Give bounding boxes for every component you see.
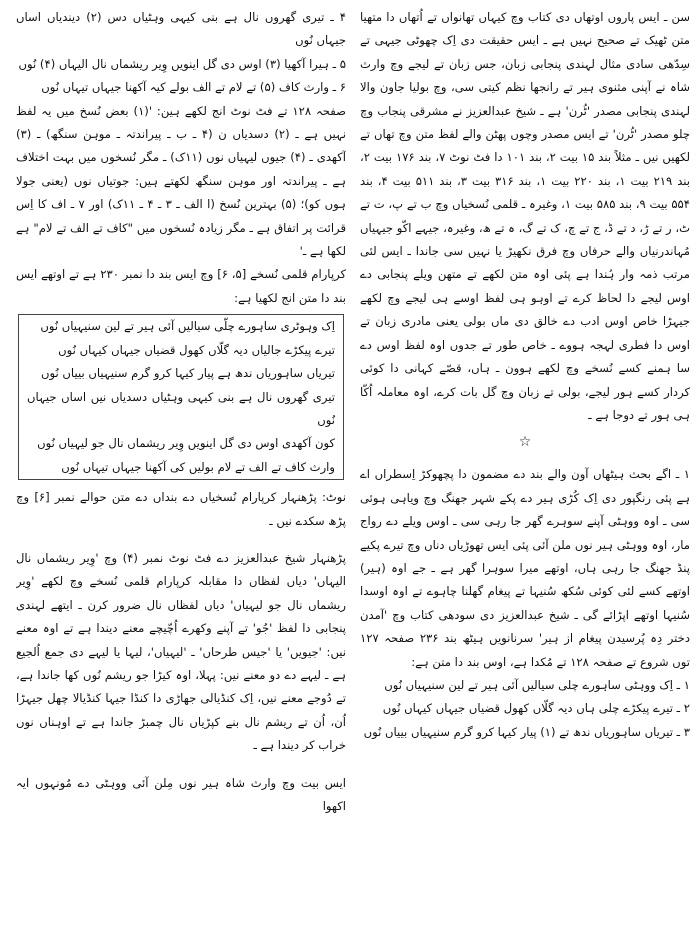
section-divider-star: ☆	[518, 434, 532, 451]
paragraph: پڑھنہار شیخ عبدالعزیز دے فٹ نوٹ نمبر (۴) وچ 'وِیر ریشماں نال الیہاں' دیاں لفظاں دا مقابلہ کرپارام قلمی نُسخے وچ لکھے 'وِیر ریشماں نال جو لیہیاں' دیاں لفظاں نال ضرور کرن ـ ایتھے لہندی پنجابی دا لفظ 'جُو' تے آپنے وکھرے اُچّیچے معنے دیندا ہے تے اوہ معنے نیں: 'جیویں' یا 'جیس طرحاں' ـ 'لیہیاں'، لیہا یا لیہے دی جمع اُلجیع ہے ـ لیہے دے دو معنے نیں: پہلا، اوہ کیڑا جو ریشم نُوں کھا جاندا ہے، تے دُوجے معنے نیں، اِک کنڈیالی جھاڑی دا کنڈا جیہا کنڈیالا چھل جیہڑا اُن، اُن تے ریشم نال بنے کپڑیاں نال چمبڑ جاندا ہے تے اوہناں نوں خراب کر دیندا ہے ـ	[16, 550, 346, 753]
poem-verse: وارث کاف تے الف تے لام بولیں کی آکھنا جیہاں تیہاں نُوں	[61, 459, 335, 474]
paragraph: ایس بیت وچ وارث شاہ ہیر نوں مِلن آئی ووہٹی دے مُونہوں ایہ اکھوا	[16, 775, 346, 813]
verse-line: ۱ ـ اِک ووہٹی ساہورے چلی سیالیں آئی ہیر تے لین سنیہیاں نُوں	[384, 677, 690, 692]
verse-line: ۵ ـ ہیرا آکھیا (۳) اوس دی گل اینویں وِیر ریشماں نال الیہاں (۴) نُوں	[18, 56, 346, 71]
poem-verse: تیریاں ساہوریاں ندھ ہے پیار کیہا کرو گرم سنیہیاں بییاں نُوں	[40, 366, 335, 381]
paragraph: سن ـ ایس پاروں اوتھاں دی کتاب وچ کیہاں تھانواں تے اُتھاں دا متھیا متن ٹھیک تے صحیح نہیں ہے ـ ایس حقیقت دی اِک چھوٹی جیہی تے سِدّھی سادی مثال لہندی پنجابی زبان، جس زبان تے لیجے وچ وارث شاہ نے آپنی مثنوی ہیر تے رانجھا نظم کیتی سی، وچ بولیا جاون والا لہندی پنجابی مصدر 'ٹُرن' ہے ـ شیخ عبدالعزیز نے مشرقی پنجاب وچ چلو مصدر 'ٹُرن' تے ایس مصدر وچوں پھٹن والے لفظ متن وچ تھاں تے لکھیں نیں ـ مثلاً بند ۱۵ بیت ۲، بند ۱۰۱ دا فٹ نوٹ ۷، بند ۱۷۶ بیت ۲، بند ۲۱۹ بیت ۱، بند ۲۲۰ بیت ۱، بند ۳۱۶ بیت ۳، بند ۵۱۱ بیت ۴، بند ۵۵۴ بیت ۹، بند ۵۸۵ بیت ۱، وغیرہ ـ قلمی نُسخیاں وچ ب تے پ، ت تے ٹ، ر تے ڑ، د تے ڈ، ج تے چ، ک تے گ، ہ تے ھ، وغیرہ، جیہے اکّو جیہیاں مُہاندرنیاں والے حرفاں وچ فرق نکھیڑ یا نہیں سی جاندا ـ ایس لئی مرتب ذمہ وار ہُندا ہے پئی اوہ متن لکھے تے متھن ویلے پنجابی دے اوس لیجے دا لحاظ کرے تے اوہو ہی لفظ اوسے ہی لیجے وچ لکھے جیہڑا خاص اوس ادب دے خالق دی ماں بولی یعنی مادری زبان تے اوس دا فطری لہجہ ہووے ـ خاص طور تے جدوں اوہ لفظ اوس دے سا ہمنے کسے نُسخے وچ لکھے ہوون ـ ہاں، قصّے کہانی دا کوئی کردار کسے ہور لیجے، بولی تے زبان وچ گل بات کرے، اوہ معاملہ اُکّا ہی ہور تے دوجا ہے ـ	[360, 10, 690, 422]
note-paragraph: نوٹ: پڑھنہار کرپارام نُسخیاں دے بنداں دے متن حوالے نمبر [۶] وچ پڑھ سکدے نیں ـ	[16, 490, 346, 528]
left-column	[16, 6, 346, 946]
poem-verse: تیرے پیکڑے جالیاں دیہ گلّاں کھول قضیاں جیہاں کیہاں نُوں	[58, 342, 335, 357]
paragraph: کرپارام قلمی نُسخے [۵، ۶] وچ ایس بند دا نمبر ۲۳۰ ہے تے اوتھے ایس بند دا متن انج لکھیا ہے:	[16, 267, 346, 305]
poem-verse: کون آکھدی اوس دی گل اینویں وِیر ریشماں نال جو لیہیاں نُوں	[37, 436, 335, 451]
verse-line: ۴ ـ تیری گھروں نال ہے بنی کیہی وہٹیاں دس (۲) دیندیاں اساں جیہاں نُوں	[16, 10, 346, 48]
footnote-paragraph: صفحہ ۱۲۸ تے فٹ نوٹ انج لکھے ہین: '(۱) بعض نُسخ میں یہ لفظ نہیں ہے ـ (۲) دسدیاں ن (۴ ـ ب ـ پیراندتہ ـ موہن سنگھ) ـ (۳) آکھدی ـ (۴) جیوں لیہیاں نوں (۱۱ک) ـ مگر نُسخوں میں بہت اختلاف ہے ـ پیراندتہ اور موہن سنگھ لکھتے ہیں: جوتیاں نوں (یعنی جولا ہوں کو)؛ (۵) بہترین نُسخ (ا الف ـ ۳ ـ ۴ ـ ۱۱ک) اور ۷ ـ اف کا اِس قرائت پر اتفاق ہے ـ مگر زیادہ نُسخوں میں "کاف تے الف تے لام" ہے لکھا ہے ـ'	[16, 103, 346, 259]
verse-line: ۲ ـ تیرے پیکڑے چلی ہاں دیہ گلّاں کھول قضیاں جیہاں کیہاں نُوں	[382, 701, 690, 716]
right-column	[360, 6, 690, 946]
poem-verse: اِک وہوٹری ساہورے چلّی سیالیں آئی ہیر تے لین سنیہیاں نُوں	[40, 319, 335, 334]
paragraph: ۱ ـ اگے بحث ہیٹھاں آون والے بند دے مضمون دا پچھوکڑ اِسطراں اے ہے پئی رنگپور دی اِک کُڑی ہیر دے پکے شہر جھنگ وچ ویاہی ہوئی سی ـ اوہ ووہٹی آپنے سوہرے گھر جا رہی سی ـ اوس ویلے دے رواج مار، اوہ ووہٹی ہیر نوں ملن آئی پئی ایس تھوڑیاں دناں وچ تیرے پکیے پنڈ جھنگ جا رہی ہاں، اوتھے میرا سوہرا گھر ہے ـ جے اوہ (ہیر) اوتھے کسے لئی کوئی سُکھ سُنیہا تے پیغام گھلنا چاہوے تے اوہ اوسدا سُنیہا اوتھے اپڑائے گی ـ شیخ عبدالعزیز دی سودھی کتاب وچ 'آمدن دختر دِہ پُرسیدن پیغام از ہیر' سرنانویں ہیٹھ بند ۲۳۶ صفحہ ۱۲۷ توں شروع تے صفحہ ۱۲۸ تے مُکدا ہے، اوس بند دا متن ہے:	[360, 467, 690, 669]
verse-line: ۶ ـ وارث کاف (۵) تے لام تے الف بولے کیہ آکھنا جیہاں تیہاں نُوں	[41, 80, 346, 95]
poem-verse: تیری گھروں نال ہے بنی کیہی وہٹیاں دسدیاں نیں اساں جیہاں نُوں	[27, 389, 335, 427]
poem-box	[18, 314, 344, 480]
verse-line: ۳ ـ تیریاں ساہوریاں ندھ تے (۱) پیار کیہا کرو گرم سنیہیاں بییاں نُوں	[363, 724, 690, 739]
